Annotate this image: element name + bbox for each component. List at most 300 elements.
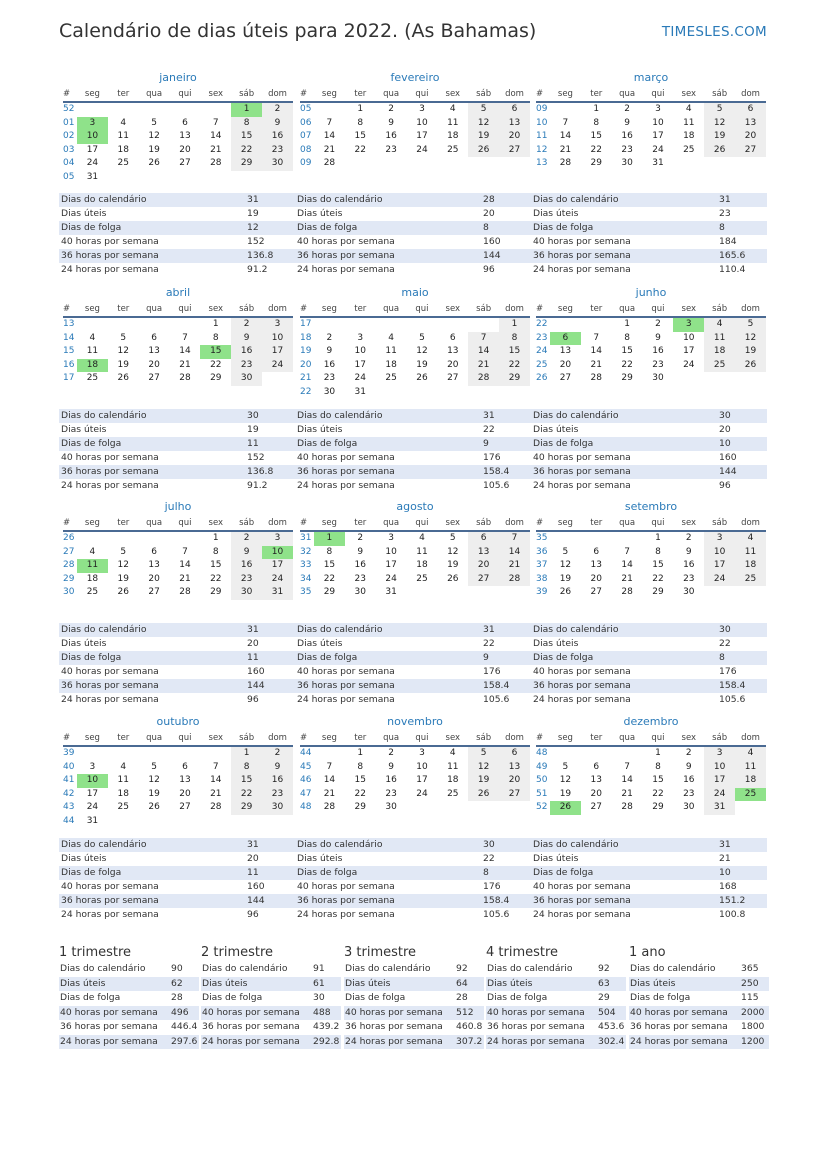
stat-label: 24 horas por semana — [533, 909, 631, 920]
day-cell — [704, 372, 735, 386]
day-cell — [139, 531, 170, 546]
stat-row — [295, 880, 531, 894]
stat-value: 31 — [483, 410, 495, 421]
day-cell: 27 — [148, 587, 160, 597]
stat-row — [344, 962, 484, 977]
stat-label: 36 horas por semana — [61, 895, 159, 906]
day-cell: 1 — [357, 104, 364, 114]
day-cell: 5 — [704, 102, 735, 117]
day-cell: 1 — [314, 531, 345, 546]
stat-value: 20 — [247, 638, 259, 649]
day-cell: 27 — [559, 373, 572, 383]
stat-row — [629, 1035, 769, 1050]
day-cell: 31 — [262, 586, 293, 600]
stat-row — [531, 479, 767, 493]
day-cell: 16 — [683, 775, 695, 785]
stat-row — [59, 207, 295, 221]
stat-label: Dias de folga — [533, 867, 594, 878]
weekday-header: dom — [262, 88, 293, 102]
weekday-header: sex — [673, 732, 704, 746]
day-cell: 6 — [593, 761, 600, 772]
day-cell: 2 — [326, 332, 333, 343]
day-cell: 24 — [86, 802, 99, 812]
stat-value: 158.4 — [483, 895, 510, 906]
day-cell — [468, 386, 499, 400]
quarter-rows — [629, 962, 769, 1049]
stat-value: 31 — [247, 194, 259, 205]
day-cell — [407, 386, 438, 400]
week-number: 06 — [300, 117, 312, 128]
stat-value: 29 — [598, 992, 610, 1003]
calendar-table — [63, 732, 293, 828]
stat-label: 24 horas por semana — [533, 264, 631, 275]
day-cell: 30 — [354, 587, 366, 597]
weekday-header: sex — [200, 303, 231, 317]
day-cell: 18 — [735, 559, 766, 573]
week-row — [536, 788, 766, 802]
day-cell: 2 — [685, 533, 692, 543]
stat-row — [531, 207, 767, 221]
page-title: Calendário de dias úteis para 2022. (As Bahamas) — [59, 20, 537, 42]
day-cell: 5 — [562, 546, 569, 557]
stat-label: Dias do calendário — [533, 624, 619, 635]
day-cell: 3 — [704, 531, 735, 546]
weekday-header: sex — [673, 517, 704, 531]
stat-label: Dias úteis — [61, 853, 107, 864]
stat-value: 176 — [483, 666, 501, 677]
day-cell: 12 — [468, 117, 499, 131]
day-cell: 15 — [354, 131, 366, 141]
day-cell: 4 — [704, 317, 735, 332]
day-cell — [200, 102, 231, 117]
week-number: 26 — [536, 373, 548, 383]
calendar-table — [63, 517, 293, 600]
week-number: 04 — [63, 158, 75, 168]
weekday-header: ter — [345, 517, 376, 531]
weekday-header: # — [536, 517, 550, 531]
day-cell: 31 — [652, 158, 664, 168]
day-cell — [437, 586, 468, 600]
day-cell: 22 — [652, 788, 664, 799]
week-number: 39 — [63, 748, 75, 758]
stat-label: Dias úteis — [61, 424, 107, 435]
stat-value: 160 — [247, 881, 265, 892]
day-cell: 24 — [262, 359, 293, 373]
stat-row — [486, 1006, 626, 1021]
day-cell: 13 — [468, 546, 499, 560]
stat-label: Dias de folga — [297, 438, 358, 449]
day-cell: 23 — [323, 373, 336, 383]
calendar-table — [536, 303, 766, 386]
stat-row — [531, 637, 767, 651]
calendar-table — [300, 303, 530, 399]
day-cell: 23 — [385, 144, 397, 155]
stat-row — [59, 409, 295, 423]
day-cell: 7 — [624, 546, 630, 557]
day-cell: 1 — [212, 319, 219, 329]
day-cell — [376, 317, 407, 332]
day-cell: 9 — [685, 546, 692, 557]
day-cell: 5 — [120, 332, 127, 343]
week-number: 10 — [536, 117, 548, 128]
week-number: 21 — [300, 373, 312, 383]
stat-value: 30 — [719, 624, 731, 635]
stat-row — [59, 479, 295, 493]
week-row — [63, 157, 293, 171]
week-number: 51 — [536, 788, 548, 799]
day-cell — [200, 171, 231, 185]
day-cell: 15 — [231, 774, 262, 788]
day-cell: 11 — [77, 559, 108, 573]
day-cell — [437, 157, 468, 171]
month-stats — [531, 838, 767, 922]
week-row — [63, 345, 293, 359]
day-cell — [231, 815, 262, 829]
stat-value: 22 — [483, 424, 495, 435]
month-calendar — [300, 71, 530, 171]
day-cell: 8 — [231, 761, 262, 775]
day-cell: 13 — [499, 117, 530, 131]
day-cell: 23 — [385, 788, 397, 799]
day-cell: 15 — [652, 775, 664, 785]
weekday-header: qui — [643, 88, 674, 102]
stat-label: 24 horas por semana — [61, 909, 159, 920]
day-cell: 3 — [419, 104, 425, 114]
weekday-header: # — [300, 303, 314, 317]
stat-label: 24 horas por semana — [533, 694, 631, 705]
day-cell: 19 — [468, 130, 499, 144]
week-number: 44 — [300, 748, 312, 758]
calendar-table — [536, 88, 766, 171]
stat-value: 168 — [719, 881, 737, 892]
stat-value: 31 — [483, 624, 495, 635]
stat-label: 36 horas por semana — [61, 250, 159, 261]
day-cell: 24 — [652, 144, 664, 155]
week-number: 01 — [63, 117, 75, 128]
day-cell — [314, 102, 345, 117]
day-cell: 8 — [326, 546, 333, 557]
day-cell: 12 — [559, 775, 572, 785]
day-cell: 30 — [385, 802, 397, 812]
stat-value: 30 — [483, 839, 495, 850]
day-cell — [139, 102, 170, 117]
day-cell: 6 — [182, 117, 188, 128]
stat-row — [295, 235, 531, 249]
day-cell — [376, 386, 407, 400]
day-cell — [704, 157, 735, 171]
day-cell: 31 — [86, 815, 99, 826]
week-row — [536, 573, 766, 587]
stat-row — [201, 962, 341, 977]
month-stats — [59, 409, 295, 493]
stat-value: 62 — [171, 977, 183, 989]
stat-row — [59, 866, 295, 880]
day-cell: 28 — [210, 802, 222, 812]
day-cell: 10 — [683, 332, 695, 343]
stat-label: 40 horas por semana — [202, 1006, 300, 1018]
stat-value: 105.6 — [483, 909, 510, 920]
stat-label: 24 horas por semana — [297, 909, 395, 920]
day-cell: 1 — [357, 748, 364, 758]
day-cell: 26 — [416, 373, 428, 383]
quarter-rows — [59, 962, 199, 1049]
day-cell: 10 — [77, 130, 108, 144]
quarter-summary — [486, 945, 626, 1049]
stat-label: Dias úteis — [61, 208, 107, 219]
week-number: 38 — [536, 573, 548, 584]
week-row — [536, 117, 766, 131]
stat-value: 297.6 — [171, 1035, 198, 1047]
day-cell: 14 — [499, 546, 530, 560]
stat-value: 160 — [247, 666, 265, 677]
stat-value: 28 — [456, 992, 468, 1003]
day-cell: 10 — [385, 546, 397, 557]
day-cell: 20 — [590, 788, 602, 799]
day-cell: 22 — [590, 144, 602, 155]
weekday-header: dom — [499, 88, 530, 102]
week-number: 14 — [63, 332, 75, 343]
day-cell: 10 — [416, 117, 428, 128]
day-cell: 31 — [354, 386, 366, 397]
day-cell: 18 — [704, 345, 735, 359]
stat-label: 24 horas por semana — [533, 480, 631, 491]
stat-row — [295, 852, 531, 866]
day-cell: 7 — [468, 332, 499, 346]
day-cell: 16 — [652, 346, 664, 356]
stat-label: 36 horas por semana — [533, 680, 631, 691]
day-cell: 28 — [590, 373, 602, 383]
day-cell — [735, 801, 766, 815]
stat-row — [629, 991, 769, 1006]
stat-value: 91.2 — [247, 264, 268, 275]
day-cell: 30 — [621, 158, 633, 168]
stat-row — [59, 894, 295, 908]
week-row — [300, 144, 530, 158]
week-row — [63, 117, 293, 131]
week-row — [300, 746, 530, 761]
day-cell: 14 — [468, 345, 499, 359]
day-cell: 10 — [704, 546, 735, 560]
stat-value: 158.4 — [483, 680, 510, 691]
week-number: 05 — [300, 104, 312, 114]
week-number: 13 — [63, 319, 75, 329]
stat-row — [201, 1006, 341, 1021]
day-cell: 23 — [354, 573, 366, 584]
day-cell: 27 — [148, 373, 160, 383]
day-cell: 26 — [735, 359, 766, 373]
quarter-summary — [629, 945, 769, 1049]
weekday-header: # — [536, 732, 550, 746]
stat-label: 24 horas por semana — [297, 264, 395, 275]
week-row — [300, 531, 530, 546]
day-cell: 27 — [499, 144, 530, 158]
week-number: 35 — [300, 587, 312, 597]
day-cell: 22 — [354, 788, 366, 799]
weekday-header: # — [63, 303, 77, 317]
day-cell: 18 — [447, 131, 459, 141]
week-row — [536, 144, 766, 158]
day-cell: 18 — [416, 560, 428, 570]
weekday-header: dom — [735, 88, 766, 102]
day-cell — [77, 531, 108, 546]
quarter-summary — [201, 945, 341, 1049]
stat-value: 10 — [719, 438, 731, 449]
stat-value: 20 — [247, 853, 259, 864]
day-cell: 16 — [683, 560, 695, 570]
day-cell: 22 — [323, 573, 336, 584]
quarter-title: 1 ano — [629, 945, 666, 960]
week-row — [63, 573, 293, 587]
stat-value: 91.2 — [247, 480, 268, 491]
day-cell: 17 — [416, 775, 428, 785]
week-number: 33 — [300, 560, 312, 570]
stat-value: 292.8 — [313, 1035, 340, 1047]
week-row — [300, 573, 530, 587]
stat-value: 9 — [483, 438, 489, 449]
day-cell: 26 — [117, 587, 129, 597]
stat-row — [295, 693, 531, 707]
day-cell — [139, 746, 170, 761]
quarter-summary — [344, 945, 484, 1049]
day-cell: 9 — [231, 546, 262, 560]
day-cell: 4 — [735, 746, 766, 761]
day-cell: 13 — [499, 761, 530, 775]
stat-row — [531, 235, 767, 249]
stat-label: 40 horas por semana — [630, 1006, 728, 1018]
weekday-header: sáb — [468, 517, 499, 531]
weekday-header: qui — [643, 303, 674, 317]
stat-value: 30 — [719, 410, 731, 421]
stat-label: 36 horas por semana — [202, 1021, 300, 1032]
day-cell: 17 — [416, 131, 428, 141]
day-cell: 22 — [354, 144, 366, 155]
day-cell: 19 — [447, 560, 459, 570]
stat-label: 24 horas por semana — [487, 1035, 585, 1047]
weekday-header: # — [300, 517, 314, 531]
week-row — [536, 317, 766, 332]
day-cell: 23 — [652, 359, 664, 370]
day-cell: 7 — [593, 332, 600, 343]
day-cell: 22 — [231, 144, 262, 158]
day-cell: 29 — [210, 373, 222, 383]
stat-label: Dias úteis — [533, 853, 579, 864]
stat-row — [531, 409, 767, 423]
stat-row — [531, 679, 767, 693]
day-cell: 29 — [210, 587, 222, 597]
day-cell — [468, 586, 499, 600]
day-cell — [314, 746, 345, 761]
day-cell: 25 — [117, 802, 129, 812]
stat-label: 36 horas por semana — [345, 1021, 443, 1032]
week-number: 31 — [300, 533, 312, 543]
day-cell — [468, 157, 499, 171]
day-cell: 9 — [685, 761, 692, 772]
day-cell: 18 — [447, 775, 459, 785]
day-cell: 15 — [590, 131, 602, 141]
stat-value: 12 — [247, 222, 259, 233]
week-row — [536, 746, 766, 761]
day-cell: 13 — [179, 131, 191, 141]
day-cell: 10 — [704, 761, 735, 775]
stat-value: 31 — [719, 194, 731, 205]
week-row — [63, 746, 293, 761]
weekday-header: qua — [612, 303, 643, 317]
day-cell: 1 — [212, 533, 219, 543]
stat-label: Dias do calendário — [61, 410, 147, 421]
stat-value: 496 — [171, 1006, 189, 1018]
day-cell: 3 — [704, 746, 735, 761]
day-cell — [437, 386, 468, 400]
week-number: 52 — [536, 802, 548, 812]
month-stats — [295, 193, 531, 277]
month-name: agosto — [396, 500, 434, 513]
week-row — [536, 586, 766, 600]
week-number: 43 — [63, 802, 75, 812]
day-cell: 7 — [326, 761, 333, 772]
day-cell: 11 — [117, 131, 129, 141]
day-cell: 24 — [416, 788, 428, 799]
week-row — [63, 788, 293, 802]
day-cell: 1 — [624, 319, 630, 329]
stat-value: 144 — [247, 680, 265, 691]
day-cell: 25 — [683, 144, 695, 155]
weekday-header: sáb — [704, 88, 735, 102]
day-cell: 3 — [77, 117, 108, 131]
weekday-header: dom — [735, 303, 766, 317]
weekday-header: ter — [108, 517, 139, 531]
stat-value: 512 — [456, 1006, 474, 1018]
weekday-header: ter — [108, 88, 139, 102]
stat-label: 36 horas por semana — [533, 466, 631, 477]
stat-row — [344, 1006, 484, 1021]
stat-row — [295, 207, 531, 221]
week-row — [63, 815, 293, 829]
brand-link[interactable]: TIMESLES.COM — [661, 24, 767, 40]
weekday-header: qui — [643, 732, 674, 746]
day-cell: 12 — [468, 761, 499, 775]
stat-label: Dias de folga — [61, 438, 122, 449]
week-number: 37 — [536, 560, 548, 570]
day-cell — [612, 746, 643, 761]
day-cell: 10 — [354, 346, 366, 356]
day-cell: 13 — [447, 346, 459, 356]
stat-row — [531, 623, 767, 637]
stat-label: 24 horas por semana — [297, 694, 395, 705]
stat-row — [201, 1020, 341, 1035]
weekday-header: qua — [376, 517, 407, 531]
day-cell: 2 — [655, 319, 661, 329]
day-cell: 4 — [685, 104, 692, 114]
week-row — [300, 761, 530, 775]
day-cell: 3 — [357, 332, 364, 343]
month-calendar — [536, 71, 766, 171]
calendar-table — [536, 732, 766, 815]
day-cell — [376, 157, 407, 171]
week-number: 22 — [536, 319, 548, 329]
month-calendar — [536, 715, 766, 815]
weekday-header: qui — [170, 88, 201, 102]
weekday-header: qua — [139, 732, 170, 746]
weekday-header: sex — [200, 732, 231, 746]
stat-label: 40 horas por semana — [297, 881, 395, 892]
day-cell — [108, 317, 139, 332]
stat-value: 160 — [719, 452, 737, 463]
stat-value: 144 — [247, 895, 265, 906]
day-cell: 25 — [86, 587, 99, 597]
day-cell: 1 — [655, 533, 661, 543]
day-cell: 4 — [449, 104, 456, 114]
month-stats — [295, 623, 531, 707]
